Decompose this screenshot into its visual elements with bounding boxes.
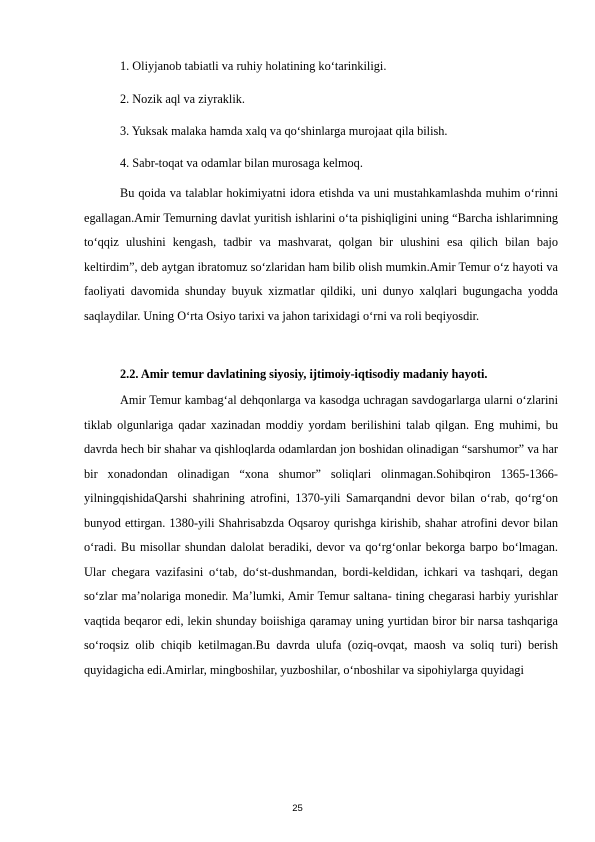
section-heading: 2.2. Amir temur davlatining siyosiy, ijtimoiy-iqtisodiy madaniy hayoti.	[120, 367, 488, 381]
list-item: 2. Nozik aql va ziyraklik.	[120, 92, 245, 106]
page-number: 25	[292, 803, 303, 814]
list-item: 1. Oliyjanob tabiatli va ruhiy holatining ko‘tarinkiligi.	[120, 59, 387, 73]
list-item: 3. Yuksak malaka hamda xalq va qo‘shinlarga murojaat qila bilish.	[120, 124, 448, 138]
body-paragraph: Bu qoida va talablar hokimiyatni idora etishda va uni mustahkamlashda muhim o‘rinni egallagan.Amir Temurning davlat yuritish ishlarini o‘ta pishiqligini uning “Barcha ishlarimning to‘qqiz ulushini kengash, tadbir va mashvarat, qolgan bir ulushini esa qilich bilan bajo keltirdim”, deb aytgan ibratomuz so‘zlaridan ham bilib olish mumkin.Amir Temur o‘z hayoti va faoliyati davomida shunday buyuk xizmatlar qildiki, uni dunyo xalqlari bugungacha yodda saqlaydilar. Uning O‘rta Osiyo tarixi va jahon tarixidagi o‘rni va roli beqiyosdir.	[84, 186, 558, 323]
list-item: 4. Sabr-toqat va odamlar bilan murosaga kelmoq.	[120, 156, 363, 170]
body-paragraph: Amir Temur kambag‘al dehqonlarga va kasodga uchragan savdogarlarga ularni o‘zlarini tiklab olgunlariga qadar xazinadan moddiy yordam berilishini talab qilgan. Eng muhimi, bu davrda hech bir shahar va qishloqlarda odamlardan jon boshidan olinadigan “sarshumor” va har bir xonadondan olinadigan “xona shumor” soliqlari olinmagan.Sohibqiron 1365-1366-yilningqishidaQarshi shahrining atrofini, 1370-yili Samarqandni devor bilan o‘rab, qo‘rg‘on bunyod ettirgan. 1380-yili Shahrisabzda Oqsaroy qurishga kirishib, shahar atrofini devor bilan o‘radi. Bu misollar shundan dalolat beradiki, devor va qo‘rg‘onlar bekorga barpo bo‘lmagan. Ular chegara vazifasini o‘tab, do‘st-dushmandan, bordi-keldidan, ichkari va tashqari, degan so‘zlar ma’nolariga monedir. Ma’lumki, Amir Temur saltana- tining chegarasi harbiy yurishlar vaqtida beqaror edi, lekin shunday boiishiga qaramay uning yurtidan biror bir narsa tashqariga so‘roqsiz olib chiqib ketilmagan.Bu davrda ulufa (oziq-ovqat, maosh va soliq turi) berish quyidagicha edi.Amirlar, mingboshilar, yuzboshilar, o‘nboshilar va sipohiylarga quyidagi	[84, 393, 558, 677]
